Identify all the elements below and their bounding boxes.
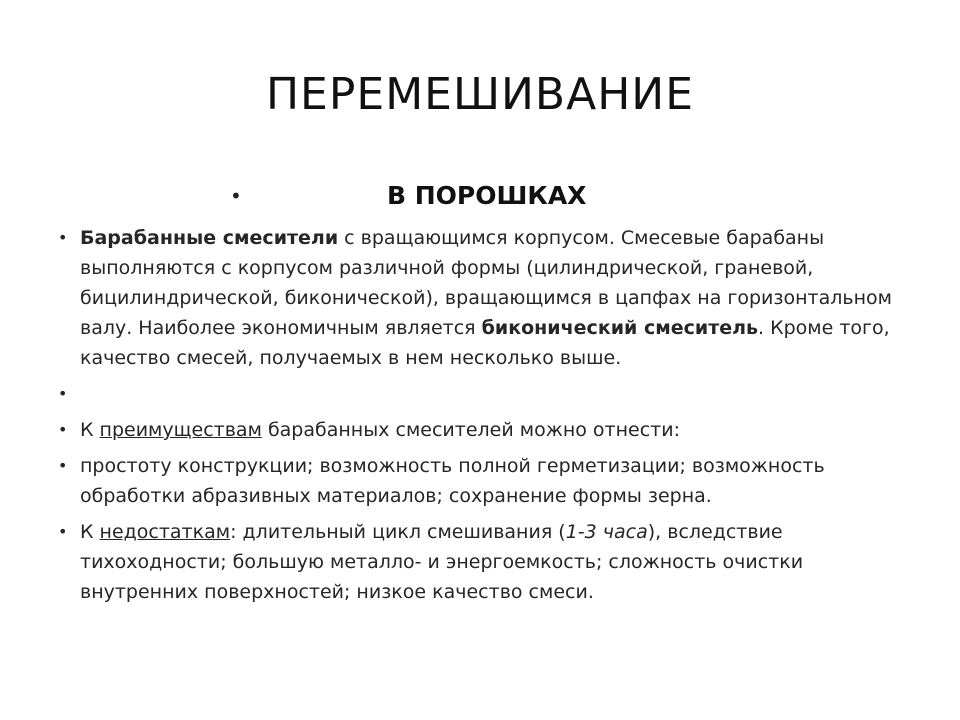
paragraph-text: К <box>80 521 100 543</box>
term-drum-mixers: Барабанные смесители <box>80 227 339 249</box>
bullet-marker: • <box>58 420 68 439</box>
subtitle-row <box>0 178 960 214</box>
bullet-item-drum-mixers <box>58 223 898 373</box>
term-disadvantages: недостаткам <box>99 521 231 543</box>
paragraph-text: . Кроме того, качество смесей, получаемых в нем несколько выше. <box>80 317 890 369</box>
term-advantages: преимуществам <box>99 419 262 441</box>
paragraph-text: ), вследствие тихоходности; большую металло- и энергоемкость; сложность очистки внутренних поверхностей; низкое качество смеси. <box>80 521 804 603</box>
term-duration: 1-3 часа <box>565 521 648 543</box>
bullet-marker: • <box>230 184 242 208</box>
bullet-item-advantages-intro <box>58 415 898 445</box>
bullet-list <box>58 223 898 613</box>
term-biconical-mixer: биконический смеситель <box>481 317 759 339</box>
bullet-item-disadvantages <box>58 517 898 607</box>
bullet-marker: • <box>58 456 68 475</box>
bullet-marker: • <box>58 384 68 403</box>
slide-subtitle: В ПОРОШКАХ <box>387 181 587 210</box>
bullet-item-advantages-list <box>58 451 898 511</box>
bullet-marker: • <box>58 522 68 541</box>
bullet-item-empty <box>58 379 898 409</box>
paragraph-text: К <box>80 419 100 441</box>
paragraph-text: с вращающимся корпусом. Смесевые барабаны выполняются с корпусом различной формы (цилиндрической, граневой, бицилиндрической, биконической), вращающимся в цапфах на горизонтальном валу. Наиболее экономичным является <box>80 227 892 339</box>
bullet-marker: • <box>58 228 68 247</box>
paragraph-text: : длительный цикл смешивания ( <box>230 521 566 543</box>
paragraph-text: барабанных смесителей можно отнести: <box>261 419 680 441</box>
paragraph-text: простоту конструкции; возможность полной герметизации; возможность обработки абразивных материалов; сохранение формы зерна. <box>80 455 825 507</box>
slide-title: ПЕРЕМЕШИВАНИЕ <box>265 69 695 120</box>
